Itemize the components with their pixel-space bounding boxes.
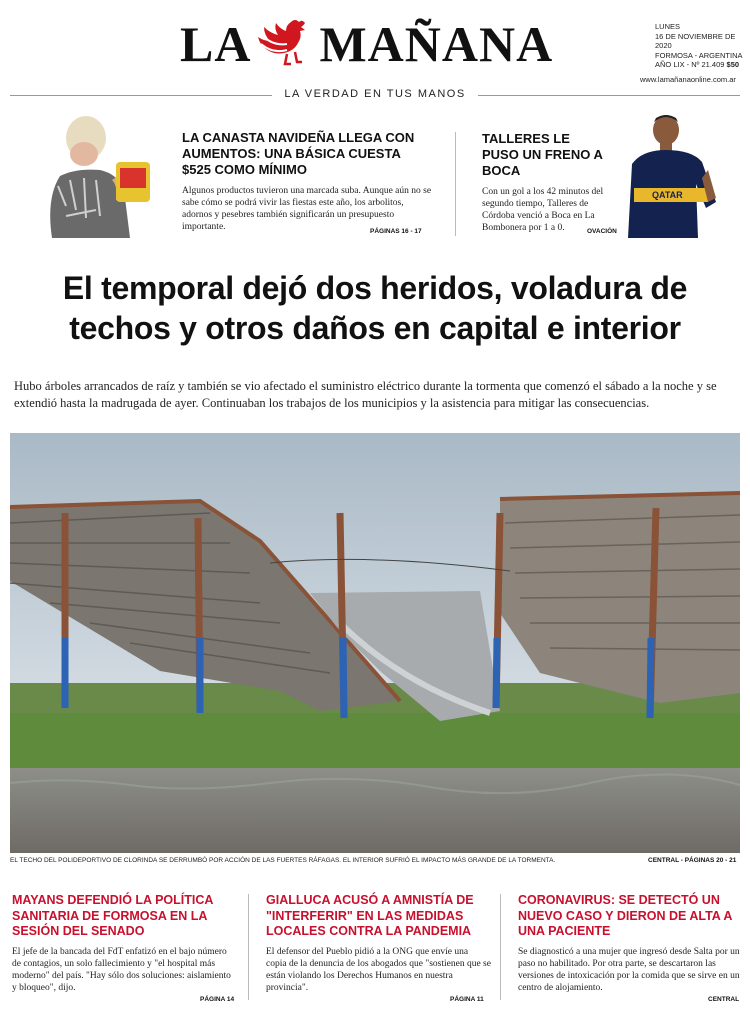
story-coronavirus-body: Se diagnosticó a una mujer que ingresó desde Salta por un paso no habilitado. Por otra parte, se descartaron las versiones de intoxicación por la comida que se sirve en un centro de alojamiento. [518,946,740,993]
photo-caption: EL TECHO DEL POLIDEPORTIVO DE CLORINDA SE DERRUMBÓ POR ACCIÓN DE LAS FUERTES RÁFAGAS. EL INTERIOR SUFRIÓ EL IMPACTO MÁS GRANDE DE LA TORMENTA. [10,857,556,864]
bottom-divider-2 [500,894,501,1000]
woman-shopping-photo[interactable] [40,116,155,238]
edition-issue: AÑO LIX - Nº 21.409 [655,60,725,69]
edition-day: LUNES [655,22,681,31]
story-gialluca-body: El defensor del Pueblo pidió a la ONG que envíe una copia de la denuncia de los abogados que "sostienen que se están violando los Derechos Humanos en nuestra provincia". [266,946,491,993]
football-player-photo[interactable] [620,112,730,238]
story-coronavirus-headline[interactable]: CORONAVIRUS: SE DETECTÓ UN NUEVO CASO Y DIERON DE ALTA A UNA PACIENTE [518,893,732,938]
edition-date: 16 DE NOVIEMBRE DE 2020 [655,31,736,50]
newspaper-logo[interactable] [180,14,553,74]
logo-text-left: LA [180,16,252,72]
teaser-canasta-page-ref: PÁGINAS 16 - 17 [370,228,422,235]
photo-caption-page-ref: CENTRAL - PÁGINAS 20 - 21 [648,857,737,864]
story-mayans-page-ref: PÁGINA 14 [200,996,235,1003]
tagline-rule-right [478,95,740,96]
edition-issue-row [655,60,750,70]
story-mayans[interactable] [12,893,237,994]
masthead [0,0,750,100]
story-mayans-headline[interactable]: MAYANS DEFENDIÓ LA POLÍTICA SANITARIA DE FORMOSA EN LA SESIÓN DEL SENADO [12,893,213,938]
edition-price: $50 [726,60,740,69]
site-url-link[interactable]: www.lamañanaonline.com.ar [640,75,736,84]
teaser-talleres-body: Con un gol a los 42 minutos del segundo tiempo, Talleres de Córdoba venció a Boca en La Bombonera por 1 a 0. [482,187,604,233]
teaser-canasta[interactable] [182,130,432,233]
rooster-icon [257,18,313,70]
tagline-row [10,88,740,102]
story-mayans-body: El jefe de la bancada del FdT enfatizó en el bajo número de contagios, un solo fallecimiento y "el hospital más moderno" del país. "Hay sólo dos soluciones: aislamiento y bloqueo", dijo. [12,946,231,993]
teaser-talleres[interactable] [482,131,607,234]
story-coronavirus-page-ref: CENTRAL [708,996,740,1003]
main-headline[interactable]: El temporal dejó dos heridos, voladura de techos y otros daños en capital e interior [62,270,688,346]
story-gialluca[interactable] [266,893,491,994]
tagline: LA VERDAD EN TUS MANOS [284,88,466,100]
story-gialluca-headline[interactable]: GIALLUCA ACUSÓ A AMNISTÍA DE "INTERFERIR" EN LAS MEDIDAS LOCALES CONTRA LA PANDEMIA [266,893,474,938]
teaser-talleres-headline[interactable]: TALLERES LE PUSO UN FRENO A BOCA [482,131,603,178]
main-lede: Hubo árboles arrancados de raíz y también se vio afectado el suministro eléctrico durante la tormenta que comenzó el sábado a la noche y se extendió hasta la madrugada de ayer. Continuaban los trabajos de los municipios y la asistencia para mitigar las consecuencias. [14,379,717,410]
story-gialluca-page-ref: PÁGINA 11 [450,996,484,1003]
edition-location: FORMOSA - ARGENTINA [655,50,743,60]
logo-text-right: MAÑANA [319,16,554,72]
edition-info [655,22,750,70]
column-divider [455,132,456,236]
bottom-divider-1 [248,894,249,1000]
collapsed-roof-photo[interactable] [10,433,740,853]
teaser-canasta-body: Algunos productos tuvieron una marcada suba. Aunque aún no se sabe cómo se podrá vivir las fiestas este año, los arbolitos, adornos y pesebres también significarán un presupuesto importante. [182,186,432,232]
jersey-sponsor-icon: QATAR [652,190,683,200]
teaser-canasta-headline[interactable]: LA CANASTA NAVIDEÑA LLEGA CON AUMENTOS: UNA BÁSICA CUESTA $525 COMO MÍNIMO [182,130,415,177]
story-coronavirus[interactable] [518,893,743,994]
tagline-rule-left [10,95,272,96]
teaser-talleres-page-ref: OVACIÓN [587,228,617,235]
